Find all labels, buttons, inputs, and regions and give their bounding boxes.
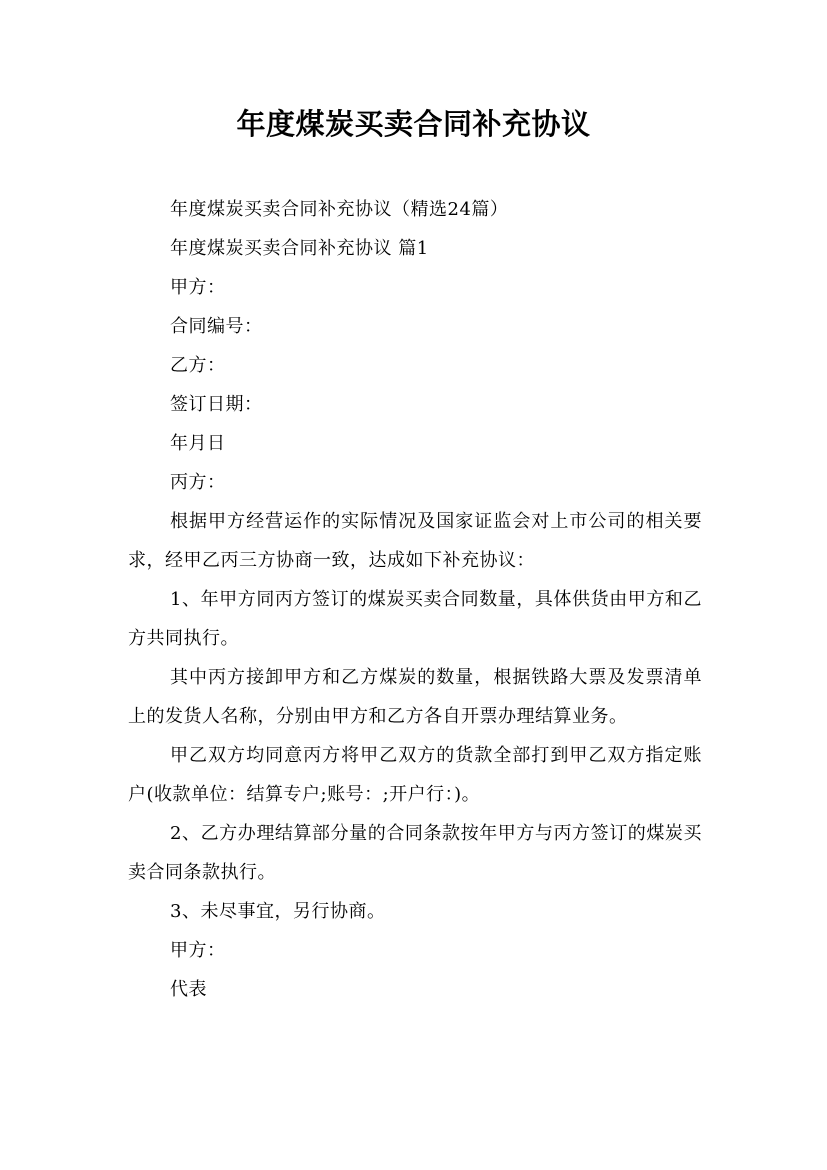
- contract-number-label: 合同编号：: [170, 316, 263, 337]
- clause-1-paragraph: 1、年甲方同丙方签订的煤炭买卖合同数量，具体供货由甲方和乙方共同执行。: [128, 589, 702, 649]
- party-a-label: 甲方：: [170, 277, 226, 298]
- intro-paragraph: 根据甲方经营运作的实际情况及国家证监会对上市公司的相关要求，经甲乙丙三方协商一致，达成如下补充协议：: [128, 511, 702, 571]
- document-title: 年度煤炭买卖合同补充协议: [236, 107, 591, 141]
- clause-1-detail-paragraph: 其中丙方接卸甲方和乙方煤炭的数量，根据铁路大票及发票清单上的发货人名称，分别由甲方和乙方各自开票办理结算业务。: [128, 667, 702, 727]
- representative-label: 代表: [170, 979, 207, 1000]
- party-b-label: 乙方：: [170, 355, 226, 376]
- document-body: [128, 190, 702, 1009]
- date-placeholder: 年月日: [170, 433, 226, 454]
- sign-date-label: 签订日期：: [170, 394, 263, 415]
- clause-2-paragraph: 2、乙方办理结算部分量的合同条款按年甲方与丙方签订的煤炭买卖合同条款执行。: [128, 823, 702, 883]
- party-c-label: 丙方：: [170, 472, 226, 493]
- signature-party-a-label: 甲方：: [170, 940, 226, 961]
- document-subtitle: 年度煤炭买卖合同补充协议（精选24篇）: [170, 199, 509, 220]
- section-heading: 年度煤炭买卖合同补充协议 篇1: [170, 238, 429, 259]
- payment-paragraph: 甲乙双方均同意丙方将甲乙双方的货款全部打到甲乙双方指定账户(收款单位：结算专户;账号：;开户行：)。: [128, 745, 702, 805]
- clause-3-paragraph: 3、未尽事宜，另行协商。: [170, 901, 386, 922]
